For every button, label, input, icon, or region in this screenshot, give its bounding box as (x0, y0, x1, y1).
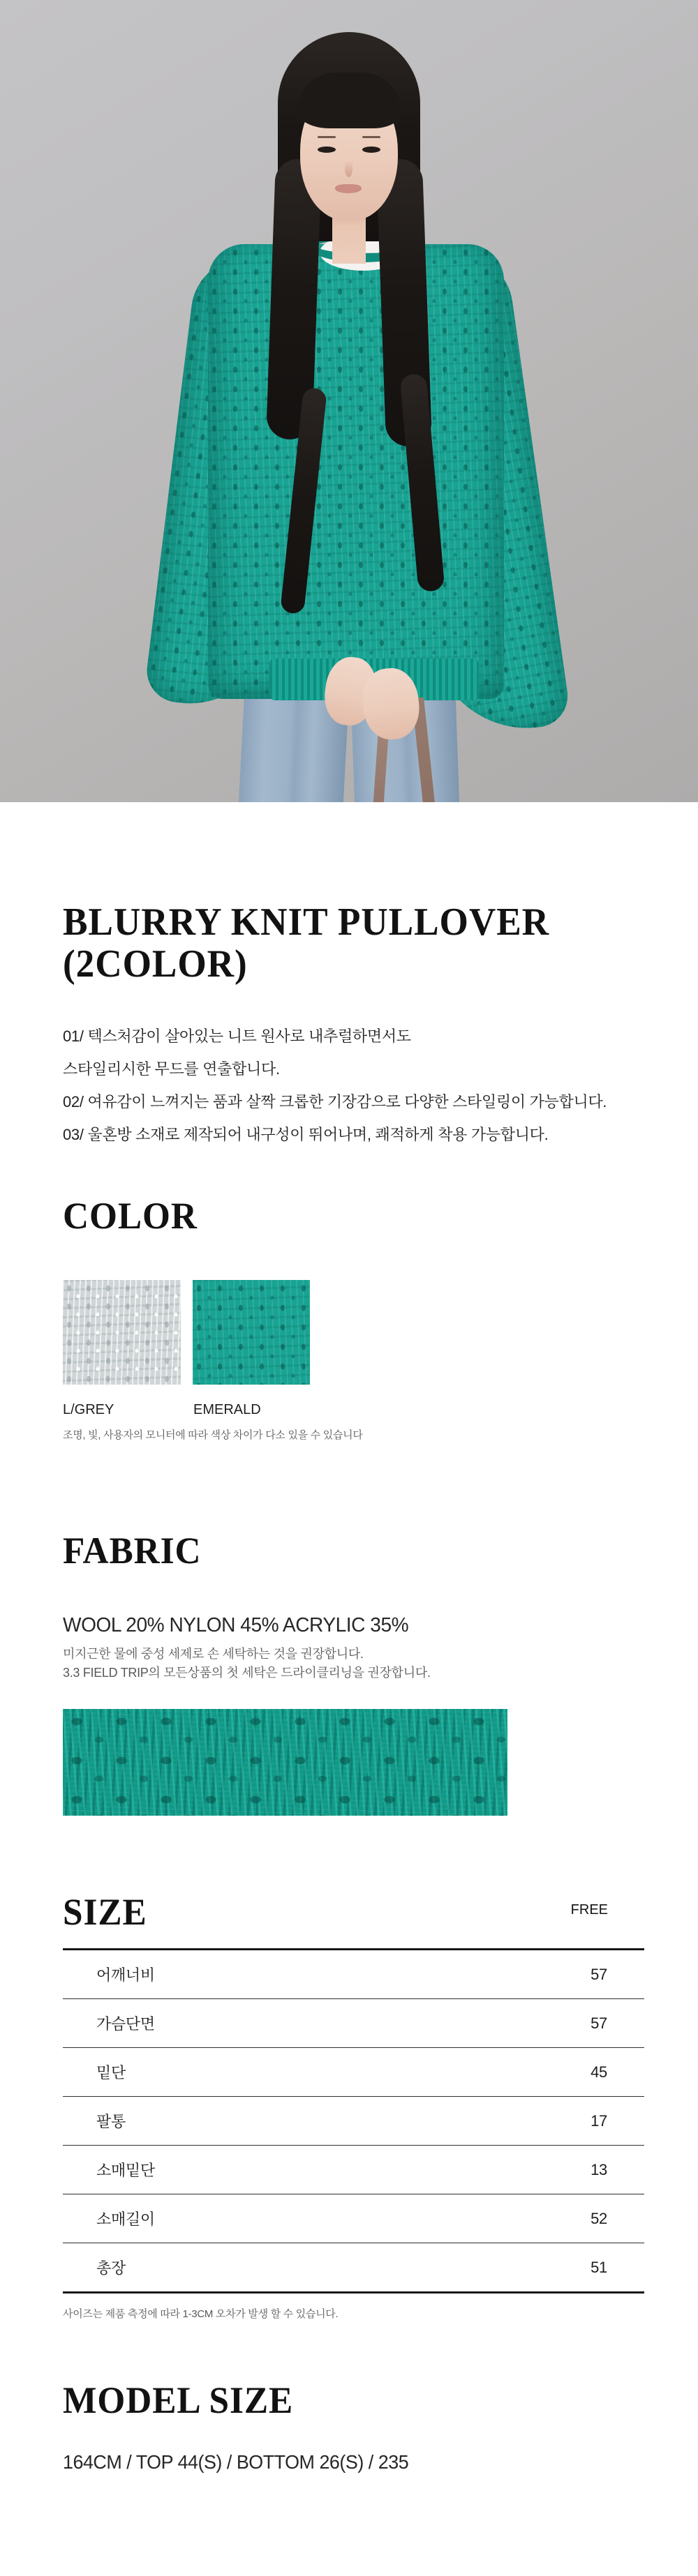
fabric-care-note-2: 3.3 FIELD TRIP의 모든상품의 첫 세탁은 드라이클리닝을 권장합니다. (63, 1666, 431, 1680)
description-line: 02/ 여유감이 느껴지는 품과 살짝 크롭한 기장감으로 다양한 스타일링이 가능합니다. (63, 1093, 607, 1110)
size-note: 사이즈는 제품 측정에 따라 1-3CM 오차가 발생 할 수 있습니다. (63, 2308, 339, 2320)
size-row-value: 13 (591, 2160, 607, 2178)
size-row-value: 52 (591, 2209, 607, 2227)
color-swatch-emerald (193, 1280, 310, 1385)
size-row-value: 45 (591, 2063, 607, 2081)
size-column-header: FREE (570, 1902, 608, 1918)
size-row-value: 57 (591, 2014, 607, 2032)
model-lips (335, 184, 362, 193)
size-table-row (63, 1999, 644, 2048)
size-row-label: 팔통 (96, 2113, 126, 2130)
fabric-closeup-image (63, 1709, 507, 1816)
size-row-value: 57 (591, 1965, 607, 1983)
size-table-row (63, 2097, 644, 2146)
model-right-eye (362, 146, 380, 153)
color-section-heading: COLOR (63, 1195, 198, 1237)
model-size-info: 164CM / TOP 44(S) / BOTTOM 26(S) / 235 (63, 2451, 409, 2473)
fabric-composition: WOOL 20% NYLON 45% ACRYLIC 35% (63, 1614, 409, 1636)
size-row-label: 가슴단면 (96, 2015, 155, 2033)
fabric-section-heading: FABRIC (63, 1530, 202, 1572)
color-note: 조명, 빛, 사용자의 모니터에 따라 색상 차이가 다소 있을 수 있습니다 (63, 1429, 363, 1441)
size-row-label: 총장 (96, 2259, 126, 2277)
size-table-row (63, 2194, 644, 2243)
size-table-row (63, 2048, 644, 2097)
size-section-heading: SIZE (63, 1891, 147, 1933)
product-photo (0, 0, 698, 802)
product-title-line2: (2COLOR) (63, 942, 248, 986)
description-line: 스타일리시한 무드를 연출합니다. (63, 1060, 280, 1078)
sweater-body (208, 244, 504, 699)
model-size-heading: MODEL SIZE (63, 2379, 294, 2421)
size-row-value: 17 (591, 2111, 607, 2130)
description-line: 03/ 울혼방 소재로 제작되어 내구성이 뛰어나며, 쾌적하게 착용 가능합니다. (63, 1126, 549, 1143)
size-row-value: 51 (591, 2258, 607, 2276)
size-row-label: 소매길이 (96, 2210, 155, 2228)
model-left-brow (318, 136, 336, 138)
size-table (63, 1948, 644, 2293)
model-nose (345, 160, 352, 177)
product-description (63, 1020, 677, 1151)
color-swatch-label-emerald: EMERALD (193, 1402, 261, 1417)
size-row-label: 어깨너비 (96, 1966, 155, 1984)
product-title-line1: BLURRY KNIT PULLOVER (63, 901, 550, 944)
description-line: 01/ 텍스처감이 살아있는 니트 원사로 내추럴하면서도 (63, 1027, 411, 1045)
product-title (63, 901, 580, 985)
size-table-row (63, 2243, 644, 2291)
size-row-label: 소매밑단 (96, 2162, 155, 2179)
size-table-row (63, 1950, 644, 1999)
color-swatch-label-lgrey: L/GREY (63, 1402, 114, 1417)
color-swatch-lgrey (63, 1280, 181, 1385)
model-right-brow (362, 136, 380, 138)
size-table-row (63, 2146, 644, 2194)
size-row-label: 밑단 (96, 2064, 126, 2081)
model-bangs (297, 73, 401, 128)
fabric-care-note-1: 미지근한 물에 중성 세제로 손 세탁하는 것을 권장합니다. (63, 1647, 364, 1661)
model-left-eye (318, 146, 336, 153)
